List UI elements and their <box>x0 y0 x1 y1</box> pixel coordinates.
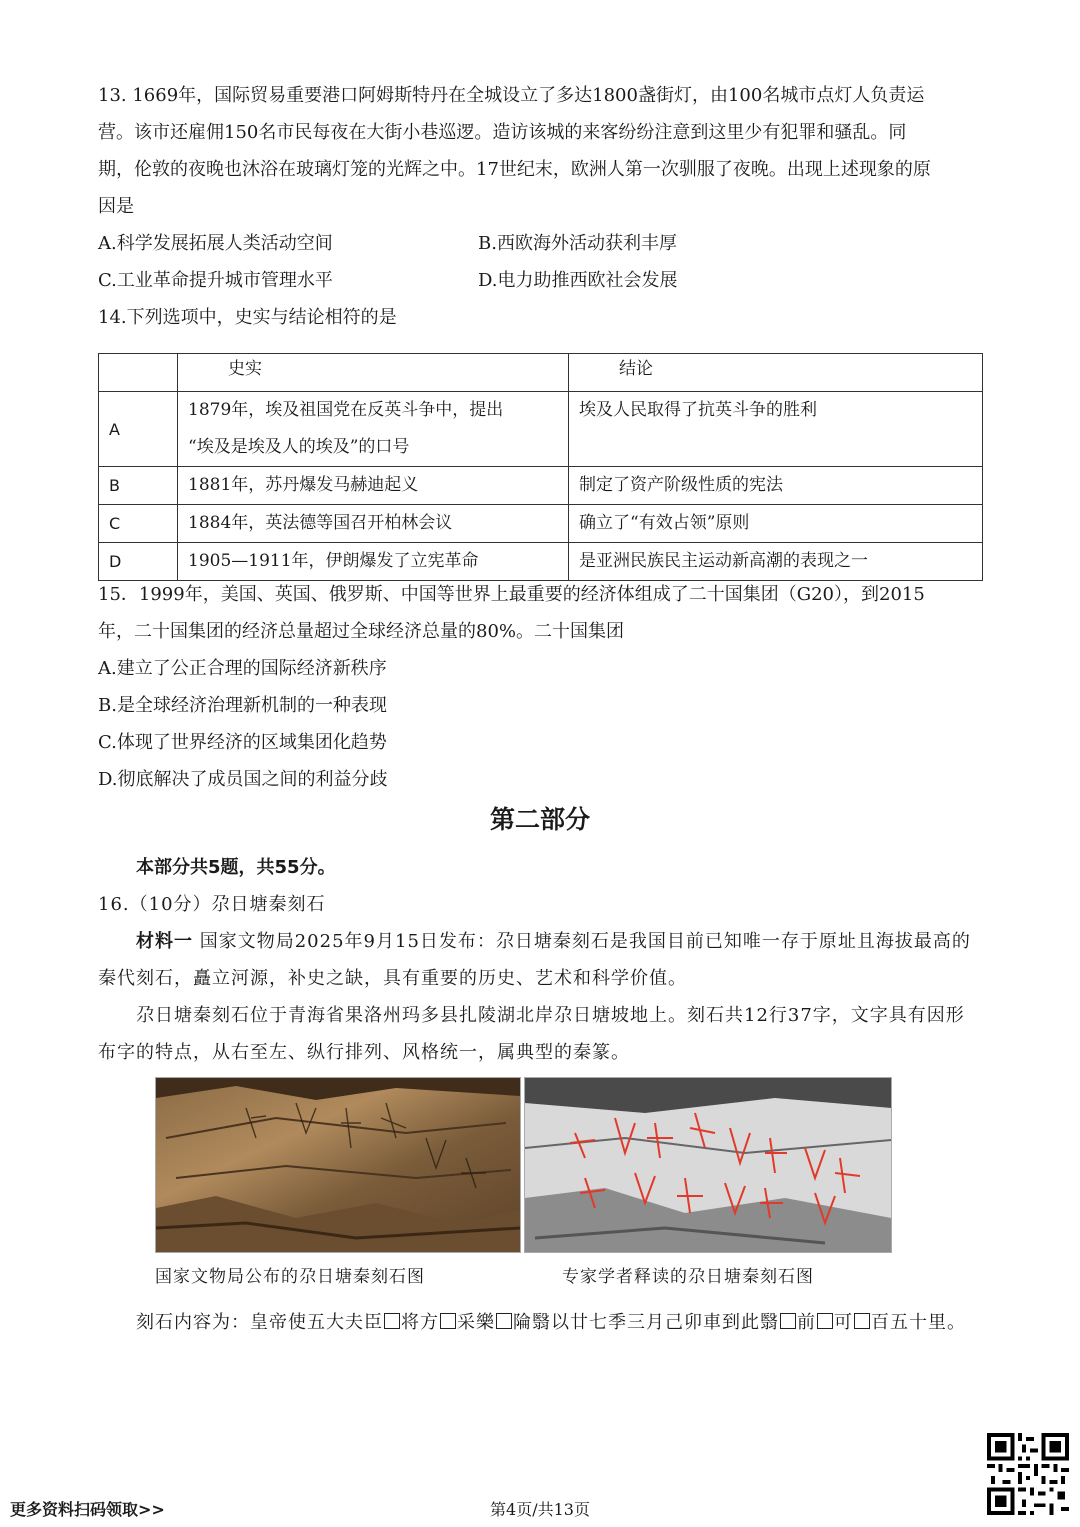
material-label: 材料一 <box>136 931 193 952</box>
q15-option-a: A.建立了公正合理的国际经济新秩序 <box>98 658 387 679</box>
missing-char-box <box>384 1313 400 1329</box>
table-row <box>99 543 983 581</box>
q15-line-2: 年，二十国集团的经济总量超过全球经济总量的80%。二十国集团 <box>98 621 625 642</box>
row-fact: 1881年，苏丹爆发马赫迪起义 <box>178 467 569 505</box>
inscription-part: 采樂 <box>457 1312 495 1333</box>
q15-option-c: C.体现了世界经济的区域集团化趋势 <box>98 732 387 753</box>
header-conclusion: 结论 <box>569 354 983 392</box>
missing-char-box <box>817 1313 833 1329</box>
q13-option-a: A.科学发展拓展人类活动空间 <box>98 233 333 254</box>
stone-photo <box>155 1077 521 1253</box>
annotated-stone-photo <box>524 1077 892 1253</box>
annotated-stone-graphic <box>525 1078 891 1252</box>
q16-material-1-line-1 <box>136 923 971 960</box>
inscription-part: 陯翳以廿七季三月己卯車到此翳 <box>513 1312 779 1333</box>
header-fact: 史实 <box>178 354 569 392</box>
row-conclusion: 制定了资产阶级性质的宪法 <box>569 467 983 505</box>
row-conclusion: 埃及人民取得了抗英斗争的胜利 <box>569 392 983 467</box>
q16-paragraph-2-line-2: 布字的特点，从右至左、纵行排列、风格统一，属典型的秦篆。 <box>98 1042 630 1063</box>
row-fact: 1905—1911年，伊朗爆发了立宪革命 <box>178 543 569 581</box>
q16-paragraph-2-line-1: 尕日塘秦刻石位于青海省果洛州玛多县扎陵湖北岸尕日塘坡地上。刻石共12行37字，文字具有因形 <box>136 1005 965 1026</box>
inscription-line <box>136 1304 966 1341</box>
inscription-part: 可 <box>834 1312 853 1333</box>
row-letter: C <box>99 505 178 543</box>
inscription-part: 皇帝使五大夫臣 <box>250 1312 383 1333</box>
q13-line-1: 13. 1669年，国际贸易重要港口阿姆斯特丹在全城设立了多达1800盏街灯，由100名城市点灯人负责运 <box>98 85 925 106</box>
stone-photo-graphic <box>156 1078 520 1252</box>
inscription-part: 前 <box>797 1312 816 1333</box>
row-conclusion: 确立了“有效占领”原则 <box>569 505 983 543</box>
missing-char-box <box>854 1313 870 1329</box>
q13-option-c: C.工业革命提升城市管理水平 <box>98 270 333 291</box>
caption-left: 国家文物局公布的尕日塘秦刻石图 <box>155 1267 425 1287</box>
table-row <box>99 505 983 543</box>
missing-char-box <box>496 1313 512 1329</box>
q14-table <box>98 353 983 581</box>
row-conclusion: 是亚洲民族民主运动新高潮的表现之一 <box>569 543 983 581</box>
table-row <box>99 467 983 505</box>
q15-option-b: B.是全球经济治理新机制的一种表现 <box>98 695 387 716</box>
row-fact-line-2: “埃及是埃及人的埃及”的口号 <box>188 437 410 457</box>
section-title: 第二部分 <box>489 805 590 834</box>
q13-option-b: B.西欧海外活动获利丰厚 <box>478 233 677 254</box>
row-fact <box>178 392 569 467</box>
inscription-part: 百五十里。 <box>871 1312 966 1333</box>
q15-option-d: D.彻底解决了成员国之间的利益分歧 <box>98 769 388 790</box>
footer-qr-prompt[interactable]: 更多资料扫码领取>> <box>10 1500 165 1519</box>
page-number: 第4页/共13页 <box>490 1500 590 1519</box>
row-fact-line-1: 1879年，埃及祖国党在反英斗争中，提出 <box>188 400 504 420</box>
row-letter: B <box>99 467 178 505</box>
q13-line-2: 营。该市还雇佣150名市民每夜在大街小巷巡逻。造访该城的来客纷纷注意到这里少有犯罪和骚乱。同 <box>98 122 907 143</box>
q13-line-4: 因是 <box>98 196 134 217</box>
q13-line-3: 期，伦敦的夜晚也沐浴在玻璃灯笼的光辉之中。17世纪末，欧洲人第一次驯服了夜晚。出现上述现象的原 <box>98 159 931 180</box>
row-letter: D <box>99 543 178 581</box>
table-row <box>99 392 983 467</box>
q15-line-1: 15．1999年，美国、英国、俄罗斯、中国等世界上最重要的经济体组成了二十国集团（G20），到2015 <box>98 584 925 605</box>
caption-right: 专家学者释读的尕日塘秦刻石图 <box>562 1267 814 1287</box>
table-header-row <box>99 354 983 392</box>
inscription-part: 将方 <box>401 1312 439 1333</box>
material-text: 国家文物局2025年9月15日发布：尕日塘秦刻石是我国目前已知唯一存于原址且海拔最高的 <box>199 931 971 952</box>
q16-material-1-line-2: 秦代刻石，矗立河源，补史之缺，具有重要的历史、艺术和科学价值。 <box>98 968 687 989</box>
inscription-label: 刻石内容为： <box>136 1312 250 1333</box>
q14-stem: 14.下列选项中，史实与结论相符的是 <box>98 307 397 328</box>
missing-char-box <box>780 1313 796 1329</box>
row-fact: 1884年，英法德等国召开柏林会议 <box>178 505 569 543</box>
section-intro: 本部分共5题，共55分。 <box>136 857 336 878</box>
row-letter: A <box>99 392 178 467</box>
q16-heading: 16.（10分）尕日塘秦刻石 <box>98 894 326 915</box>
missing-char-box <box>440 1313 456 1329</box>
header-empty-cell <box>99 354 178 392</box>
q13-option-d: D.电力助推西欧社会发展 <box>478 270 678 291</box>
